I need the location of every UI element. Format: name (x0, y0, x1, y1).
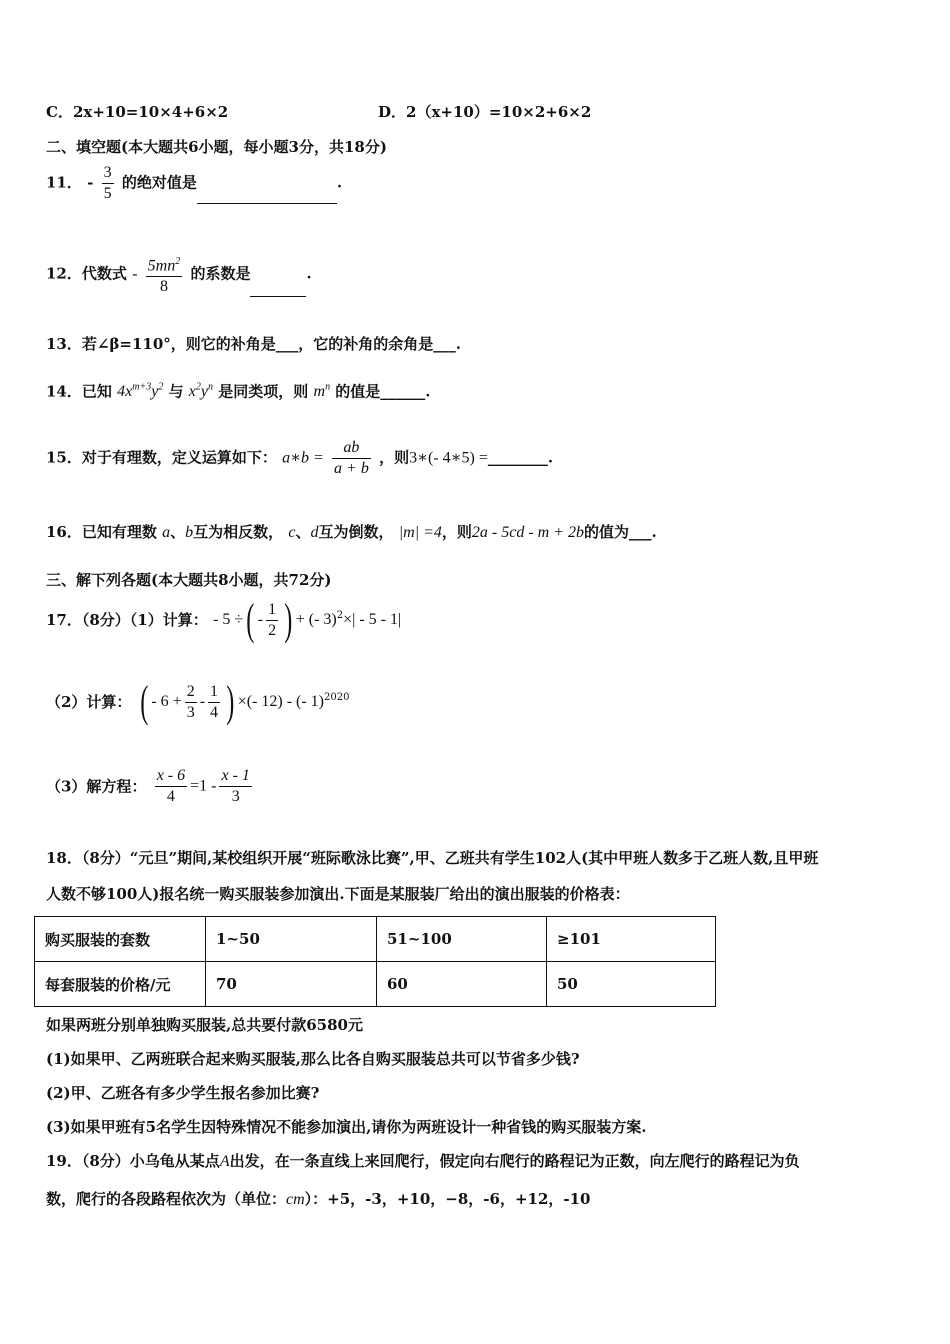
q12-frac-den: 8 (159, 278, 168, 296)
table-cell: 70 (206, 962, 377, 1007)
q12-fraction (146, 252, 183, 297)
q12-blank (250, 280, 306, 297)
q11-frac-den: 5 (103, 185, 112, 202)
q11-frac-num: 3 (102, 163, 114, 184)
question-17-part3: （3）解方程： $\frac{x - 6}{4}$ =1 - $\frac{x - 1}{3}$ (46, 767, 250, 805)
q16-abs: |m| =4 (398, 524, 442, 541)
q15-label: 15．对于有理数，定义运算如下： (46, 448, 277, 467)
q12-frac-exp: 2 (175, 256, 181, 267)
q14-label: 14．已知 (46, 382, 112, 401)
question-18-sub2: (2)甲、乙班各有多少学生报名参加比赛? (46, 1084, 320, 1102)
table-row (35, 917, 716, 962)
q16-b: b (185, 524, 194, 541)
option-d: D．2（x+10）=10×2+6×2 (378, 103, 592, 121)
question-12 (46, 252, 312, 297)
q11-fraction (102, 163, 114, 204)
question-17-part1: 17．（8分）（1）计算： - 5 ÷( - $\frac{1}{2}$ ) + (- 3)$^2$×| - 5 - 1| (46, 595, 402, 644)
question-14 (46, 378, 431, 402)
table-cell: 60 (377, 962, 547, 1007)
option-c: C．2x+10=10×4+6×2 (46, 103, 229, 121)
q14-term1: $4x^{m+3}y^2$ (117, 382, 164, 401)
question-19-line1: 19．（8分）小乌龟从某点A出发，在一条直线上来回爬行，假定向右爬行的路程记为正数，向左爬行的路程记为负 (46, 1152, 800, 1170)
table-cell: 50 (547, 962, 716, 1007)
q16-expr: 2a - 5cd - m + 2b (471, 524, 585, 541)
q17-p3-label: （3）解方程： (46, 777, 147, 796)
table-cell: 51~100 (377, 917, 547, 962)
q11-end: . (336, 173, 343, 192)
q12-label: 12．代数式 (46, 264, 127, 283)
q19-point: A (219, 1153, 230, 1170)
question-18-line1: 18．（8分）“元旦”期间,某校组织开展“班际歌泳比赛”,甲、乙班共有学生102人(其中甲班人数多于乙班人数,且甲班 (46, 849, 819, 867)
table-cell: 购买服装的套数 (35, 917, 206, 962)
q14-mid: 是同类项，则 (218, 382, 309, 401)
q14-term2: $x^2y^n$ (188, 382, 214, 401)
q11-blank (197, 187, 337, 204)
section-2-title: 二、填空题(本大题共6小题，每小题3分，共18分) (46, 138, 387, 156)
q12-frac-num: 5mn (147, 257, 176, 275)
q14-m: $m^n$ (313, 382, 331, 401)
q16-a: a (162, 524, 171, 541)
q16-c: c (288, 524, 296, 541)
question-11 (46, 163, 342, 204)
q17-p3-frac2: $\frac{x - 1}{3}$ (221, 767, 250, 805)
q17-p3-frac1: $\frac{x - 6}{4}$ (156, 767, 186, 805)
q15-frac-num: ab (332, 438, 371, 459)
q14-with: 与 (168, 382, 184, 401)
table-cell: ≥101 (547, 917, 716, 962)
question-16: 16．已知有理数 a、b互为相反数， c、d互为倒数， |m| =4，则2a - 5cd - m + 2b的值为___. (46, 523, 657, 541)
question-18-condition: 如果两班分别单独购买服装,总共要付款6580元 (46, 1016, 363, 1034)
q16-label: 16．已知有理数 (46, 523, 157, 541)
question-17-part2: （2）计算： ( - 6 + $\frac{2}{3}$ - $\frac{1}{4}$ ) ×(- 12) - (- 1)$^{2020}$ (46, 677, 350, 726)
q15-frac-den: a + b (334, 460, 369, 477)
q15-then: ，则 (379, 448, 410, 467)
question-19-line2: 数，爬行的各段路程依次为（单位：cm）：+5，-3，+10，−8，-6，+12，-10 (46, 1190, 591, 1208)
q17-p2-label: （2）计算： (46, 693, 132, 711)
q17-p2-frac1: $\frac{2}{3}$ (186, 682, 195, 721)
q19-unit: cm (286, 1191, 305, 1208)
q17-label: 17．（8分）（1）计算： (46, 611, 208, 629)
question-18-sub1: (1)如果甲、乙两班联合起来购买服装,那么比各自购买服装总共可以节省多少钱? (46, 1050, 580, 1068)
q17-p2-frac2: $\frac{1}{4}$ (210, 682, 219, 721)
q15-expr: 3∗(- 4∗5) = (409, 449, 488, 467)
q15-end: ________. (487, 448, 554, 467)
q11-sign: - (87, 173, 94, 192)
question-18-sub3: (3)如果甲班有5名学生因特殊情况不能参加演出,请你为两班设计一种省钱的购买服装方案. (46, 1118, 647, 1136)
q11-text: 的绝对值是 (121, 173, 197, 192)
question-13: 13．若∠β=110°，则它的补角是___，它的补角的余角是___. (46, 335, 462, 353)
q15-lhs: a∗b = (282, 449, 324, 467)
price-table (34, 916, 716, 1007)
q12-text: 的系数是 (190, 264, 251, 283)
q17-p1-fraction: $\frac{1}{2}$ (268, 600, 277, 639)
section-3-title: 三、解下列各题(本大题共8小题，共72分) (46, 571, 332, 589)
q12-end: . (306, 264, 312, 283)
table-cell: 1~50 (206, 917, 377, 962)
question-18-line2: 人数不够100人)报名统一购买服装参加演出.下面是某服装厂给出的演出服装的价格表： (46, 885, 630, 903)
table-cell: 每套服装的价格/元 (35, 962, 206, 1007)
q15-fraction (332, 438, 371, 479)
q12-sign: - (132, 265, 138, 283)
question-15 (46, 438, 553, 479)
table-row (35, 962, 716, 1007)
q11-number: 11． (46, 173, 82, 192)
q14-end: 的值是______. (335, 382, 431, 401)
q16-d: d (310, 524, 319, 541)
